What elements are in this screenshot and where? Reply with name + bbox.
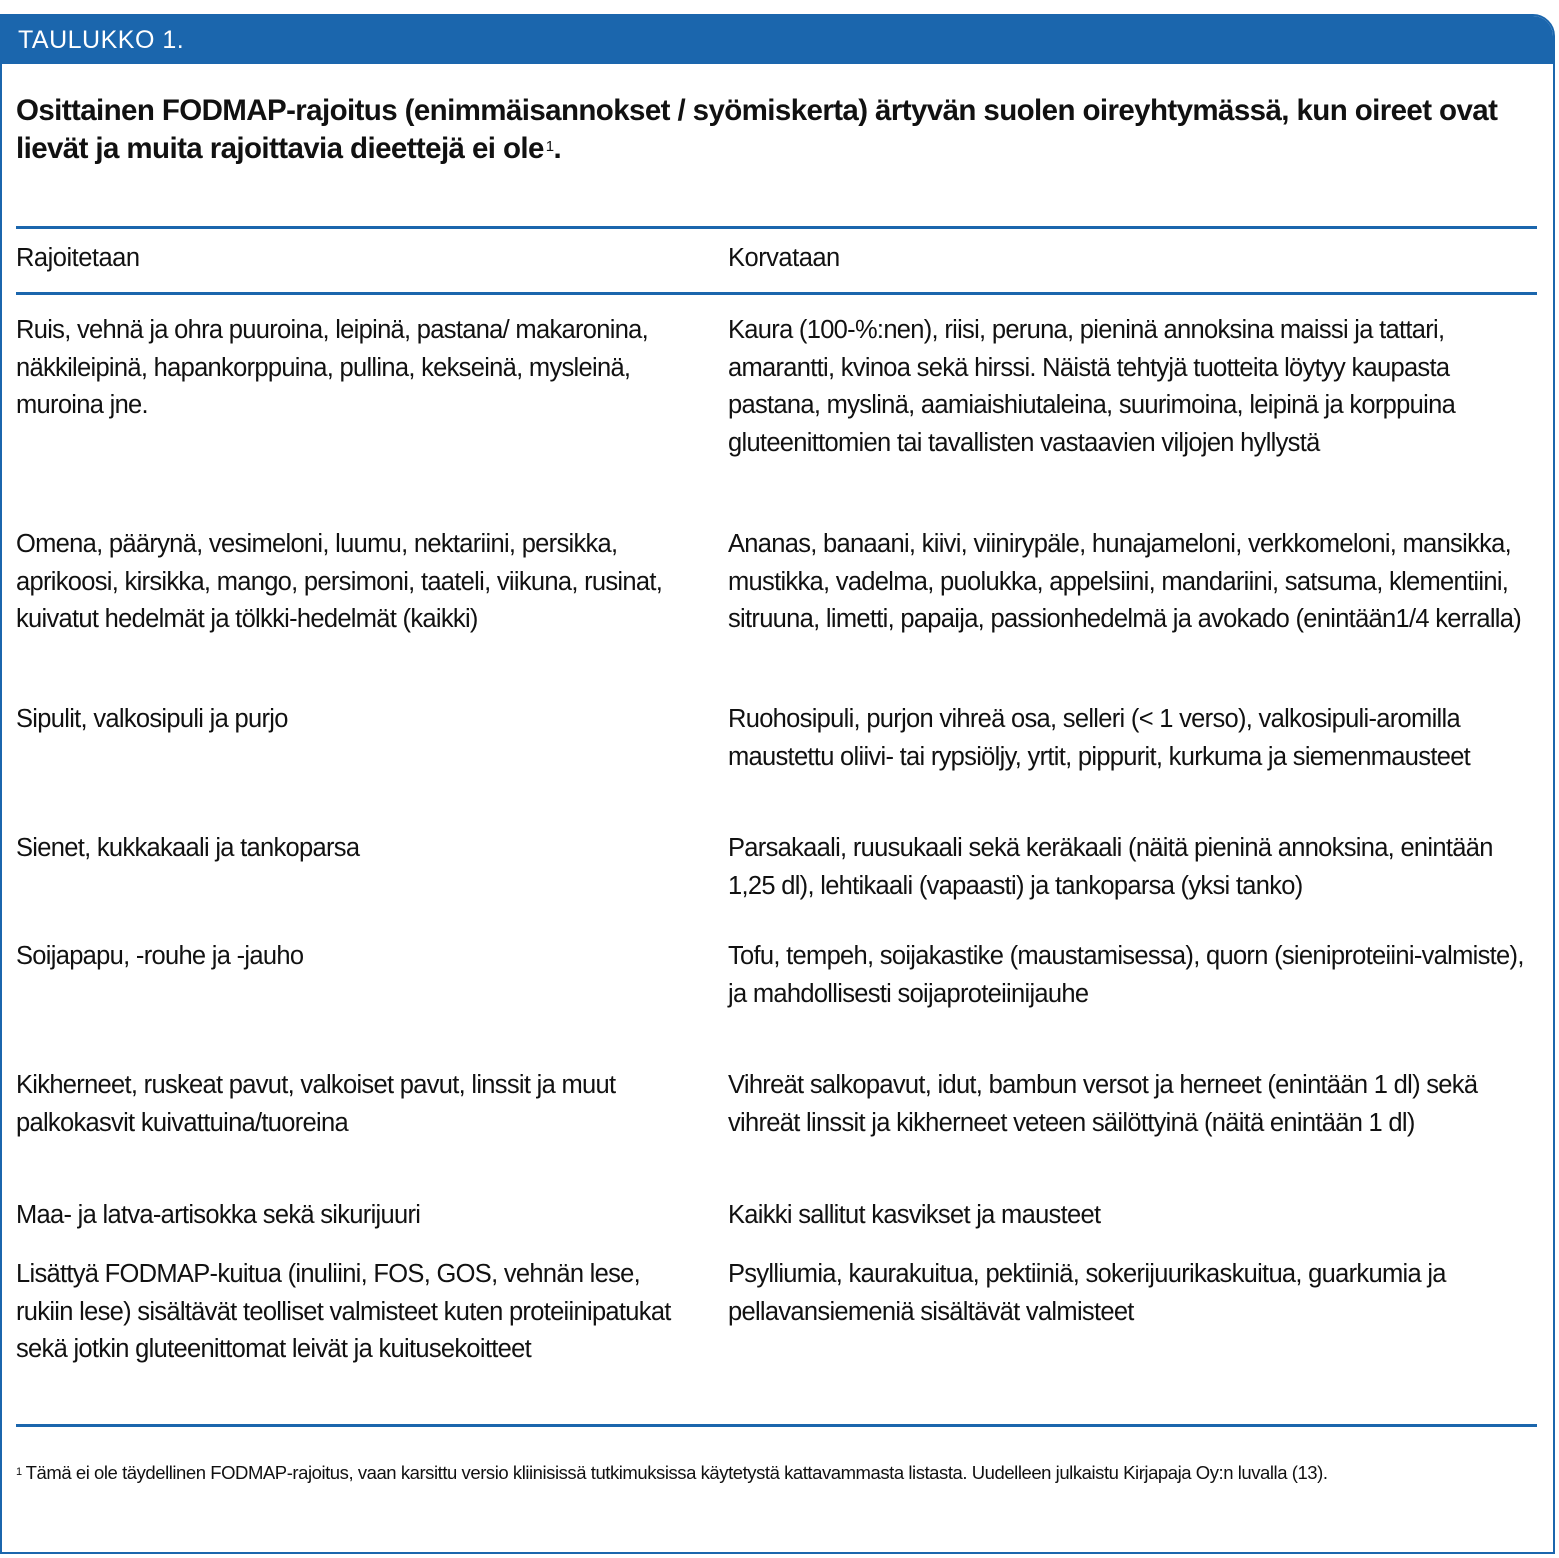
table-row-4-restricted: Soijapapu, -rouhe ja -jauho [16,942,304,970]
title-end: . [553,132,562,165]
footnote [16,1460,1541,1486]
table-row-1-restricted: Omena, päärynä, vesimeloni, luumu, nektariini, persikka, aprikoosi, kirsikka, mango, persimoni, taateli, viikuna, rusinat, kuivatut hedelmät ja tölkki-hedelmät (kaikki) [16,530,663,633]
top-rule [16,226,1537,229]
table-label: TAULUKKO 1. [18,26,185,54]
table-row-0-restricted: Ruis, vehnä ja ohra puuroina, leipinä, pastana/ makaronina, näkkileipinä, hapankorppuina, pullina, kekseinä, mysleinä, muroina jne. [16,316,649,419]
table-row-6-replacement: Kaikki sallitut kasvikset ja mausteet [728,1201,1101,1229]
title-text: Osittainen FODMAP-rajoitus (enimmäisannokset / syömiskerta) ärtyvän suolen oireyhtymässä, kun oireet ovat lievät ja muita rajoittavia dieettejä ei ole [16,94,1498,165]
header-rule [16,292,1537,295]
bottom-rule [16,1424,1537,1427]
table-row-3-restricted: Sienet, kukkakaali ja tankoparsa [16,834,360,862]
table-row-3-replacement: Parsakaali, ruusukaali sekä keräkaali (näitä pieninä annoksina, enintään 1,25 dl), lehtikaali (vapaasti) ja tankoparsa (yksi tanko) [728,834,1493,900]
footnote-text: Tämä ei ole täydellinen FODMAP-rajoitus, vaan karsittu versio kliinisissä tutkimuksissa käytetystä kattavammasta listasta. Uudelleen julkaistu Kirjapaja Oy:n luvalla (13). [25,1462,1328,1483]
table-title [16,92,1516,168]
table-row-2-replacement: Ruohosipuli, purjon vihreä osa, selleri (< 1 verso), valkosipuli-aromilla maustettu oliivi- tai rypsiöljy, yrtit, pippurit, kurkuma ja siemenmausteet [728,705,1471,771]
table-row-7-replacement: Psylliumia, kaurakuitua, pektiiniä, sokerijuurikaskuitua, guarkumia ja pellavansiemeniä sisältävät valmisteet [728,1260,1446,1326]
table-row-0-replacement: Kaura (100-%:nen), riisi, peruna, pieninä annoksina maissi ja tattari, amarantti, kvinoa sekä hirssi. Näistä tehtyjä tuotteita löytyy kaupasta pastana, myslinä, aamiaishiutaleina, suurimoina, leipinä ja korppuina gluteenittomien tai tavallisten vastaavien viljojen hyllystä [728,316,1456,457]
table-row-2-restricted: Sipulit, valkosipuli ja purjo [16,705,288,733]
table-row-7-restricted: Lisättyä FODMAP-kuitua (inuliini, FOS, GOS, vehnän lese, rukiin lese) sisältävät teolliset valmisteet kuten proteiinipatukat sekä jotkin gluteenittomat leivät ja kuitusekoitteet [16,1260,671,1363]
footnote-marker: 1 [16,1466,22,1478]
column-header-restricted: Rajoitetaan [16,244,140,272]
table-row-4-replacement: Tofu, tempeh, soijakastike (maustamisessa), quorn (sieniproteiini-valmiste), ja mahdollisesti soijaproteiinijauhe [728,942,1524,1008]
table-row-5-replacement: Vihreät salkopavut, idut, bambun versot ja herneet (enintään 1 dl) sekä vihreät linssit ja kikherneet veteen säilöttyinä (näitä enintään 1 dl) [728,1071,1478,1137]
table-label-bar [2,16,1553,64]
column-header-replacement: Korvataan [728,244,840,272]
title-footnote-ref: 1 [545,138,554,155]
table-row-5-restricted: Kikherneet, ruskeat pavut, valkoiset pavut, linssit ja muut palkokasvit kuivattuina/tuoreina [16,1071,616,1137]
table-row-1-replacement: Ananas, banaani, kiivi, viinirypäle, hunajameloni, verkkomeloni, mansikka, mustikka, vadelma, puolukka, appelsiini, mandariini, satsuma, klementiini, sitruuna, limetti, papaija, passionhedelmä ja avokado (enintään1/4 kerralla) [728,530,1522,633]
table-row-6-restricted: Maa- ja latva-artisokka sekä sikurijuuri [16,1201,421,1229]
